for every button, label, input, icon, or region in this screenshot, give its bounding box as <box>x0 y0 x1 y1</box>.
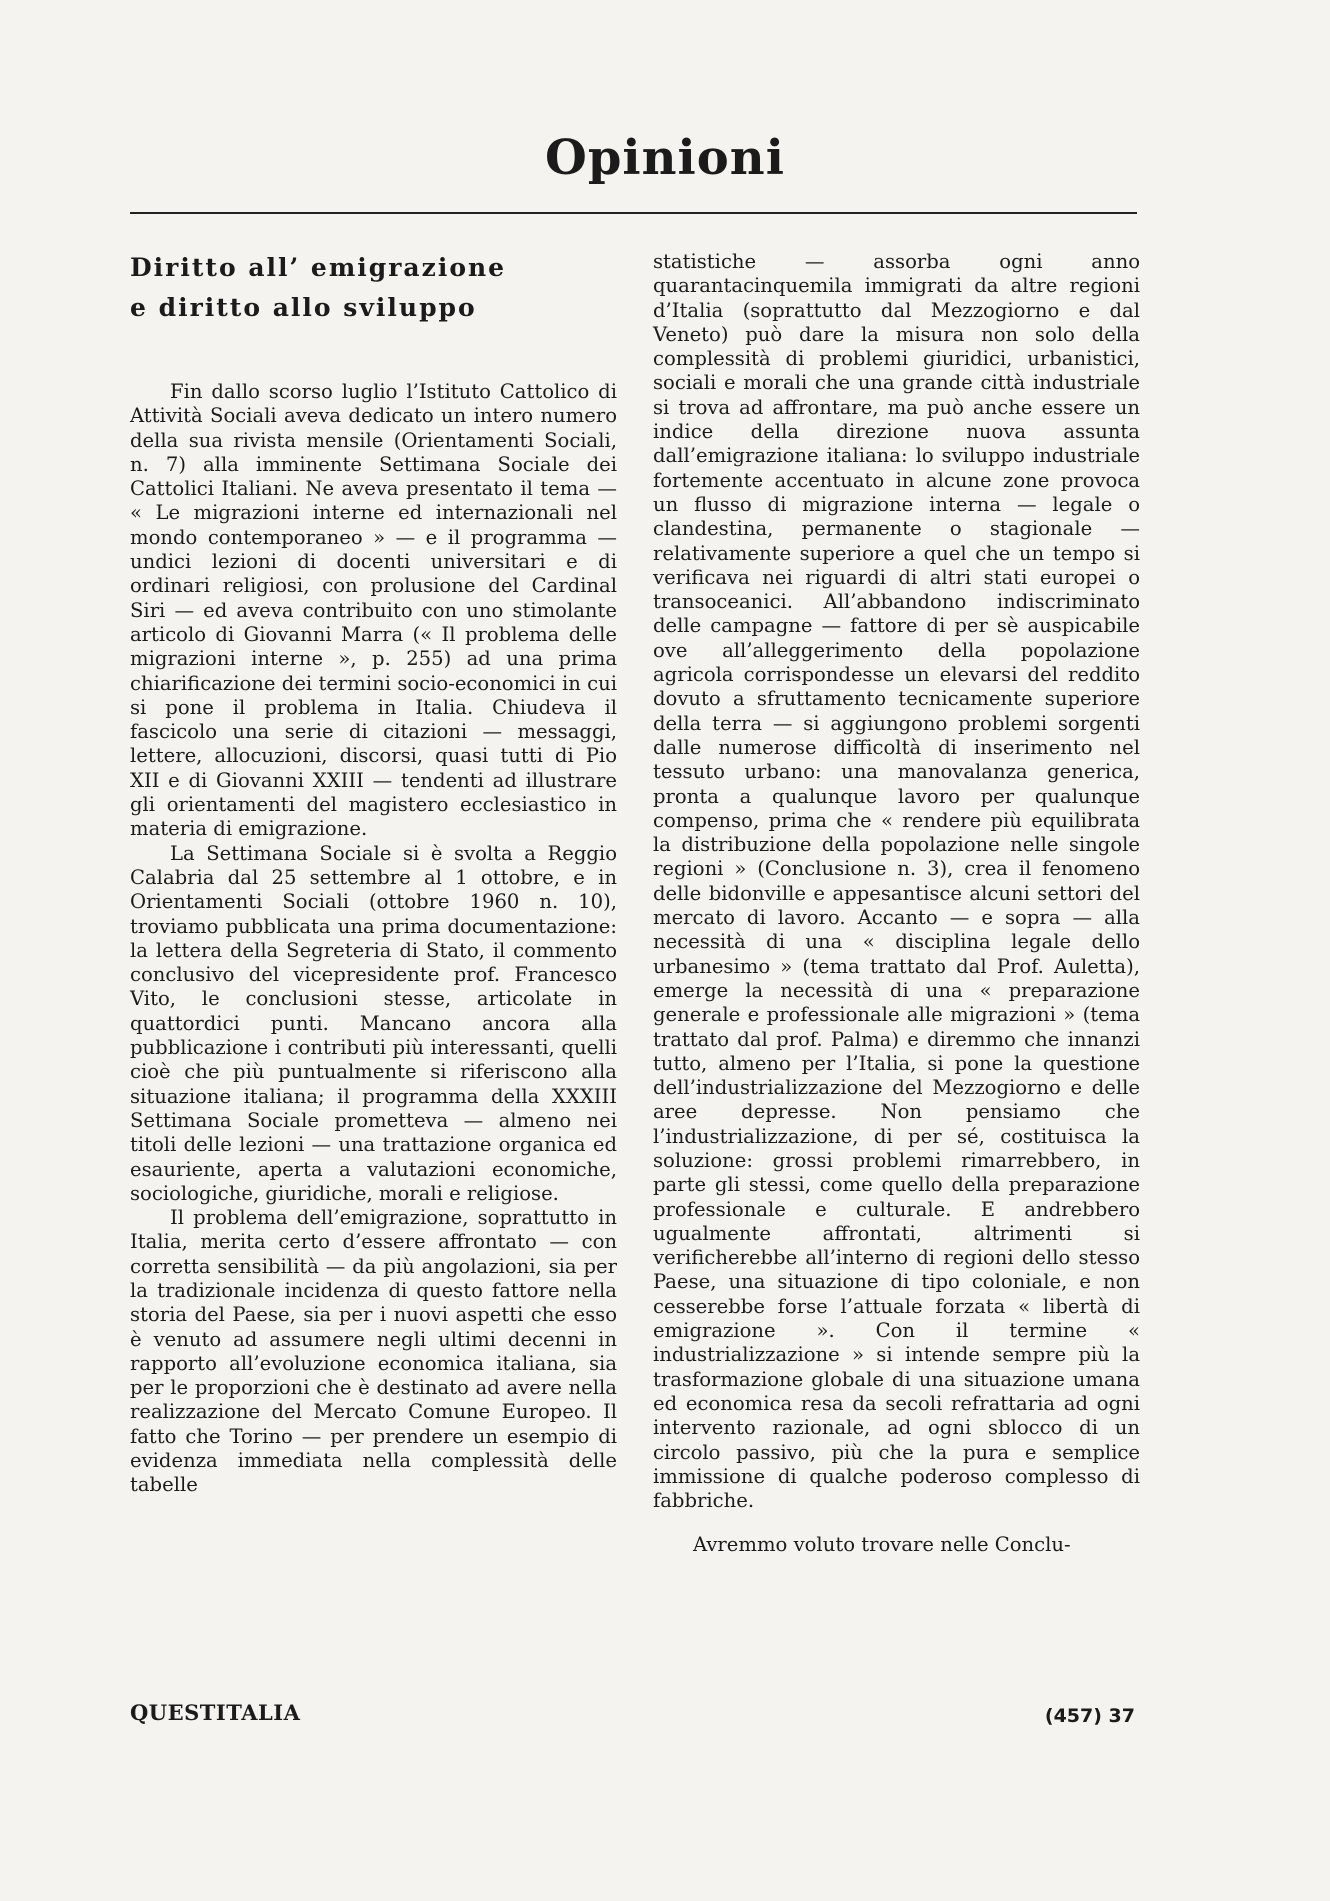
article-title-line-2: e diritto allo sviluppo <box>130 293 477 322</box>
paragraph: Avremmo voluto trovare nelle Conclu- <box>693 1533 1071 1557</box>
header-rule <box>130 212 1137 214</box>
paragraph: statistiche — assorba ogni anno quarantacinquemila immigrati da altre regioni d’Italia (soprattutto dal Mezzogiorno e dal Veneto) può dare la misura non solo della complessità di problemi giuridici, urbanistici, sociali e morali che una grande città industriale si trova ad affrontare, ma può anche essere un indice della direzione nuova assunta dall’emigrazione italiana: lo sviluppo industriale fortemente accentuato in alcune zone provoca un flusso di migrazione interna — legale o clandestina, permanente o stagionale — relativamente superiore a quel che un tempo si verificava nei riguardi di altri stati europei o transoceanici. All’abbandono indiscriminato delle campagne — fattore di per sè auspicabile ove all’alleggerimento della popolazione agricola corrispondesse un elevarsi del reddito dovuto a sfruttamento tecnicamente superiore della terra — si aggiungono problemi sorgenti dalle numerose difficoltà di inserimento nel tessuto urbano: una manovalanza generica, pronta a qualunque lavoro per qualunque compenso, prima che « rendere più equilibrata la distribuzione della popolazione nelle singole regioni » (Conclusione n. 3), crea il fenomeno delle bidonville e appesantisce alcuni settori del mercato di lavoro. Accanto — e sopra — alla necessità di una « disciplina legale dello urbanesimo » (tema trattato dal Prof. Auletta), emerge la necessità di una « preparazione generale e professionale alle migrazioni » (tema trattato dal prof. Palma) e diremmo che innanzi tutto, almeno per l’Italia, si pone la questione dell’industrializzazione del Mezzogiorno e delle aree depresse. Non pensiamo che l’industrializzazione, di per sé, costituisca la soluzione: grossi problemi rimarrebbero, in parte gli stessi, come quello della preparazione professionale e culturale. E andrebbero ugualmente affrontati, altrimenti si verificherebbe all’interno di regioni dello stesso Paese, una situazione di tipo coloniale, e non cesserebbe forse l’attuale forzata « libertà di emigrazione ». Con il termine « industrializzazione » si intende sempre più la trasformazione globale di una situazione umana ed economica resa da secoli refrattaria ad ogni intervento razionale, ad ogni sblocco di un circolo passivo, più che la pura e semplice immissione di qualche poderoso complesso di fabbriche. <box>653 250 1140 1513</box>
left-column <box>130 248 617 1498</box>
publication-name: QUESTITALIA <box>130 1700 301 1725</box>
paragraph: Il problema dell’emigrazione, soprattutto in Italia, merita certo d’essere affrontato — con corretta sensibilità — da più angolazioni, sia per la tradizionale incidenza di questo fattore nella storia del Paese, sia per i nuovi aspetti che esso è venuto ad assumere negli ultimi decenni in rapporto all’evoluzione economica italiana, sia per le proporzioni che è destinato ad avere nella realizzazione del Mercato Comune Europeo. Il fatto che Torino — per prendere un esempio di evidenza immediata nella complessità delle tabelle <box>130 1206 617 1497</box>
paragraph: Fin dallo scorso luglio l’Istituto Cattolico di Attività Sociali aveva dedicato un intero numero della sua rivista mensile (Orientamenti Sociali, n. 7) alla imminente Settimana Sociale dei Cattolici Italiani. Ne aveva presentato il tema — « Le migrazioni interne ed internazionali nel mondo contemporaneo » — e il programma — undici lezioni di docenti universitari e di ordinari religiosi, con prolusione del Cardinal Siri — ed aveva contribuito con uno stimolante articolo di Giovanni Marra (« Il problema delle migrazioni interne », p. 255) ad una prima chiarificazione dei termini socio-economici in cui si pone il problema in Italia. Chiudeva il fascicolo una serie di citazioni — messaggi, lettere, allocuzioni, discorsi, quasi tutti di Pio XII e di Giovanni XXIII — tendenti ad illustrare gli orientamenti del magistero ecclesiastico in materia di emigrazione. <box>130 380 617 841</box>
section-title: Opinioni <box>545 130 785 186</box>
paragraph: La Settimana Sociale si è svolta a Reggio Calabria dal 25 settembre al 1 ottobre, e in Orientamenti Sociali (ottobre 1960 n. 10), troviamo pubblicata una prima documentazione: la lettera della Segreteria di Stato, il commento conclusivo del vicepresidente prof. Francesco Vito, le conclusioni stesse, articolate in quattordici punti. Mancano ancora alla pubblicazione i contributi più interessanti, quelli cioè che più puntualmente si riferiscono alla situazione italiana; il programma della XXXIII Settimana Sociale prometteva — almeno nei titoli delle lezioni — una trattazione organica ed esauriente, aperta a valutazioni economiche, sociologiche, giuridiche, morali e religiose. <box>130 841 617 1205</box>
right-column <box>653 250 1140 1558</box>
article-title <box>130 248 617 328</box>
article-title-line-1: Diritto all’ emigrazione <box>130 253 507 282</box>
page-number: (457) 37 <box>1044 1705 1135 1727</box>
